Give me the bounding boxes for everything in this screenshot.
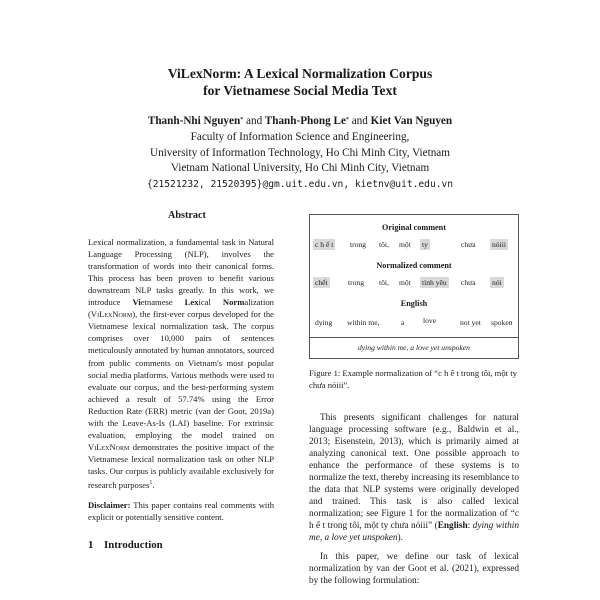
body-paragraph-2: In this paper, we define our task of lexical normalization by van der Goot et al. (2021), expressed by the following formulation: bbox=[309, 551, 519, 586]
affiliation-line-3: Vietnam National University, Ho Chi Minh City, Vietnam bbox=[170, 162, 430, 175]
abstract-norm-rest: alization ( bbox=[88, 297, 274, 320]
author-3: Kiet Van Nguyen bbox=[370, 115, 453, 127]
eng-word: dying bbox=[315, 318, 333, 327]
orig-word: tôi, bbox=[379, 240, 389, 249]
author-names bbox=[0, 114, 600, 130]
orig-word: nóiii bbox=[492, 240, 506, 249]
orig-word: ty bbox=[422, 240, 428, 249]
affiliation-line-2: University of Information Technology, Ho Chi Minh City, Vietnam bbox=[150, 146, 450, 159]
abstract-text bbox=[88, 236, 274, 491]
figure-normalized-title: Normalized comment bbox=[376, 261, 452, 270]
orig-word: chưa bbox=[461, 240, 476, 249]
orig-word: trong bbox=[350, 240, 367, 249]
abstract-vi-bold: Vi bbox=[132, 297, 141, 308]
abstract-lex-rest: ical bbox=[198, 297, 223, 308]
author-conjunction-1: and bbox=[246, 115, 263, 127]
figure-original-title: Original comment bbox=[382, 223, 446, 232]
eng-word: spoken bbox=[491, 318, 513, 327]
abstract-part-1: Lexical normalization, a fundamental task in Natural Language Processing (NLP), involves the transformation of words into their canonical forms. This process has been proven to benefit various downstream NLP tasks greatly. In this work, we introduce bbox=[88, 237, 274, 308]
abstract-acronym: ViLexNorm bbox=[90, 309, 133, 320]
title-line-1: ViLexNorm: A Lexical Normalization Corpus bbox=[167, 66, 433, 81]
section-heading-introduction bbox=[88, 539, 286, 551]
para1-colon: : bbox=[467, 521, 473, 532]
norm-word: chưa bbox=[461, 278, 476, 287]
abstract-norm-bold: Norm bbox=[222, 297, 245, 308]
para1-english-label: English bbox=[437, 521, 468, 532]
abstract-part-3: demonstrates the positive impact of the Vietnamese lexical normalization task on other NLP tasks. Our corpus is publicly available exclusively for research purposes bbox=[88, 441, 274, 490]
norm-word: tình yêu bbox=[422, 278, 447, 287]
section-number: 1 bbox=[88, 538, 94, 551]
author-2: Thanh-Phong Le bbox=[264, 115, 346, 127]
orig-word: một bbox=[399, 240, 411, 249]
norm-word: một bbox=[399, 278, 411, 287]
title-line-2: for Vietnamese Social Media Text bbox=[203, 83, 397, 98]
disclaimer-label: Disclaimer: bbox=[88, 499, 131, 510]
figure-caption: Figure 1: Example normalization of “c h ế t trong tôi, một ty chưa nóiii”. bbox=[309, 368, 517, 390]
abstract-vi-rest: etnamese bbox=[140, 297, 185, 308]
orig-word: c h ế t bbox=[315, 240, 334, 249]
figure-english-title: English bbox=[400, 299, 428, 308]
norm-word: nói bbox=[492, 278, 502, 287]
author-1-mark: * bbox=[240, 117, 244, 123]
abstract-part-2: ), the first-ever corpus developed for the Vietnamese lexical normalization task. The corpus comprises over 10,000 pairs of sentences meticulously annotated by human annotators, sourced from public comments on Vietnam's most popular social media platforms. Various methods were used to evaluate our corpus, and the best-performing system achieved a result of 57.74% using the Error Reduction Rate (ERR) metric (van der Goot, 2019a) with the Leave-As-Is (LAI) baseline. For extrinsic evaluation, employing the model trained on bbox=[88, 309, 274, 440]
section-title: Introduction bbox=[104, 538, 163, 551]
norm-word: tôi, bbox=[379, 278, 389, 287]
para1-translation: dying within me, a love yet unspoken bbox=[309, 521, 519, 544]
right-column bbox=[309, 412, 519, 587]
disclaimer-text: This paper contains real comments with explicit or potentially sensitive content. bbox=[88, 499, 274, 522]
figure-divider bbox=[310, 337, 518, 338]
eng-word: not yet bbox=[460, 318, 481, 327]
affiliation-line-1: Faculty of Information Science and Engineering, bbox=[190, 130, 410, 143]
footnote-mark[interactable]: 1 bbox=[149, 479, 153, 486]
norm-word: chết bbox=[315, 278, 328, 287]
disclaimer bbox=[88, 499, 274, 523]
author-1: Thanh-Nhi Nguyen bbox=[147, 115, 241, 127]
abstract-acronym-2: ViLexNorm bbox=[88, 441, 130, 452]
left-column bbox=[88, 210, 286, 551]
eng-word: within me, bbox=[347, 318, 380, 327]
author-2-mark: * bbox=[345, 117, 349, 123]
author-emails[interactable]: {21521232, 21520395}@gm.uit.edu.vn, kietnv@uit.edu.vn bbox=[146, 179, 454, 191]
author-block bbox=[0, 114, 600, 193]
body-paragraph-1 bbox=[309, 412, 519, 545]
eng-word: love bbox=[423, 316, 437, 325]
para1-end: ). bbox=[397, 533, 403, 544]
figure-1 bbox=[309, 214, 519, 359]
abstract-heading: Abstract bbox=[168, 210, 206, 221]
abstract-lex-bold: Lex bbox=[184, 297, 199, 308]
para1-text: This presents significant challenges for natural language processing software (e.g., Baldwin et al., 2013; Eisenstein, 2013), which is primarily aimed at analyzing canonical text. One possible approach to enhance the performance of these systems is to normalize the text, thereby increasing its resemblance to the data that NLP systems were originally developed and trained. This task is also called lexical normalization; see Figure 1 for the normalization of “c h ế t trong tôi, một ty chưa nóiii” ( bbox=[309, 413, 519, 532]
norm-word: trong bbox=[348, 278, 365, 287]
author-conjunction-2: and bbox=[351, 115, 368, 127]
figure-translation: dying within me, a love yet unspoken bbox=[358, 343, 470, 352]
abstract-end: . bbox=[152, 479, 155, 490]
eng-word: a bbox=[401, 318, 405, 327]
paper-title bbox=[0, 65, 600, 99]
